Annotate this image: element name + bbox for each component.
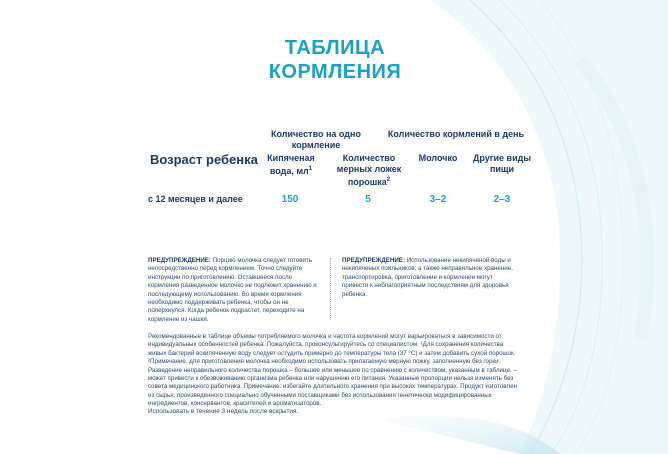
warning-left-text: Порцию молочка следует готовить непосредственно перед кормлением. Точно следуйте инструкции по приготовлению. Оставшееся после кормления разведенное молочко не подлежит хранению и последующему использованию. Во время кормления необходимо поддерживать ребенка, чтобы он не поперхнулся. Когда ребенок подрастет, переходите на кормление из чашки. [148, 257, 317, 323]
row-milk: 3–2 [429, 194, 447, 205]
footnote-text: Рекомендованные в таблице объемы потребляемого молочка и частота кормлений могут варьироваться в зависимости от индивидуальных особенностей ребенка. Пожалуйста, проконсультируйтесь со специалистом. ¹Для сохранения количества живых бактерий вскипяченную воду следует остудить примерно до температуры тела (37 °С) и затем добавить сухой порошок. ²Примечание: для приготовления молочка необходимо использовать прилагаемую мерную ложку, заполненную без горки. Разведение неправильного количества порошка – большее или меньшее по сравнению с количеством, указанным в таблице, – может привести к обезвоживанию организма ребенка или нарушению его питания. Указанные пропорции нельзя изменять без совета медицинского работника. Примечание: избегайте длительного хранения при высоких температурах. Продукт изготовлен из сырья, произведенного специально обученными поставщиками без использования генетически модифицированных ингредиентов, консервантов, красителей и ароматизаторов. [148, 333, 517, 408]
warning-right-text: Использование некипяченой воды и некипяченых поильников, а также неправильное хранение, транспортировка, приготовление и кормление могут привести к неблагоприятным последствиям для здоровья ребенка. [342, 257, 513, 298]
usage-note: Использовать в течение 3 недель после вскрытия. [148, 408, 299, 415]
column-header-other-food: Другие виды пищи [472, 153, 532, 174]
row-scoops: 5 [365, 194, 371, 205]
warning-left [148, 257, 320, 324]
group-header-per-feeding: Количество на одно кормление [271, 129, 361, 150]
column-header-water [258, 153, 324, 177]
row-age: с 12 месяцев и далее [148, 194, 243, 204]
warning-right-label: ПРЕДУПРЕЖДЕНИЕ: [342, 257, 405, 264]
column-header-scoops-label: Количество мерных ложек порошка [336, 153, 402, 187]
group-header-per-day: Количество кормлений в день [387, 129, 525, 139]
warning-divider [330, 258, 331, 320]
column-header-scoops [330, 153, 408, 188]
title-line-2: КОРМЛЕНИЯ [268, 61, 402, 83]
warning-right [342, 257, 520, 299]
warning-left-label: ПРЕДУПРЕЖДЕНИЕ: [148, 257, 211, 264]
row-water: 150 [281, 194, 299, 205]
page-title [230, 36, 440, 84]
column-header-milk: Молочко [418, 153, 458, 163]
footnote-mark-2: 2 [386, 177, 391, 183]
column-header-water-label: Кипяченая вода, мл [267, 153, 315, 176]
footnote-mark-1: 1 [308, 166, 313, 172]
title-line-1: ТАБЛИЦА [284, 37, 386, 59]
column-header-age: Возраст ребенка [150, 152, 258, 167]
row-other-food: 2–3 [493, 194, 511, 205]
